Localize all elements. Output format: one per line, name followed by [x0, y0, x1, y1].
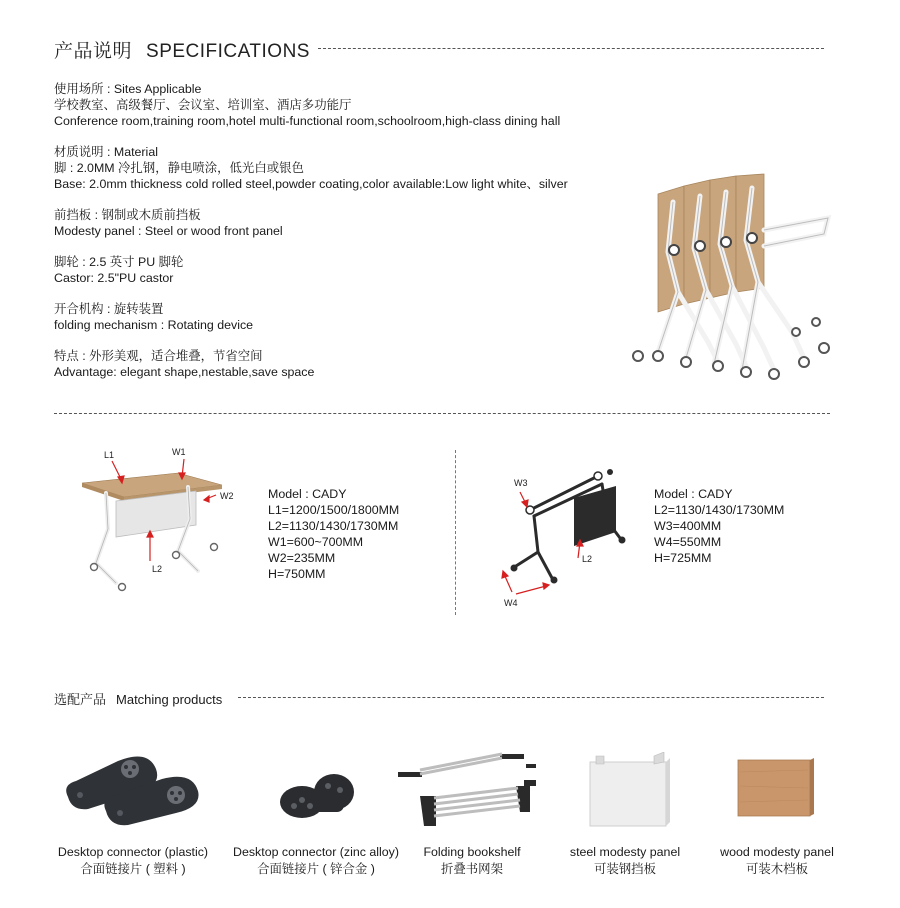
spec-material	[54, 144, 568, 192]
spec-sites-label: 使用场所 : Sites Applicable	[54, 82, 202, 96]
product-card-5	[692, 844, 862, 878]
spec-modesty	[54, 207, 283, 239]
spec-folding	[54, 301, 253, 333]
product-bookshelf-image	[396, 750, 556, 830]
model-left-w1: W1=600~700MM	[268, 535, 364, 549]
product-card-4	[540, 844, 710, 878]
spec-material-en: Base: 2.0mm thickness cold rolled steel,powder coating,color available:Low light white、silver	[54, 177, 568, 191]
product-wood-panel-image	[734, 756, 818, 820]
table-diagram-folded	[498, 462, 638, 612]
dim-label-l2-right: L2	[582, 554, 593, 564]
spec-modesty-en: Modesty panel : Steel or wood front panel	[54, 224, 283, 238]
dim-label-w1: W1	[172, 447, 186, 457]
spec-advantage-en: Advantage: elegant shape,nestable,save space	[54, 365, 315, 379]
model-left-l1: L1=1200/1500/1800MM	[268, 503, 400, 517]
spec-advantage-cn: 特点 : 外形美观，适合堆叠，节省空间	[54, 349, 263, 363]
spec-sites	[54, 81, 560, 129]
vertical-divider	[455, 450, 456, 615]
spec-castor-en: Castor: 2.5"PU castor	[54, 271, 174, 285]
table-diagram-open	[78, 445, 268, 595]
model-right-l2: L2=1130/1430/1730MM	[654, 503, 785, 517]
spec-folding-cn: 开合机构 : 旋转装置	[54, 302, 164, 316]
dim-label-l1: L1	[104, 450, 115, 460]
product-4-cn: 可装钢挡板	[594, 862, 656, 876]
product-1-cn: 合面链接片 ( 塑料 )	[80, 862, 186, 876]
spec-modesty-cn: 前挡板 : 钢制或木质前挡板	[54, 208, 201, 222]
model-right-w3: W3=400MM	[654, 519, 722, 533]
model-left-specs	[268, 486, 399, 582]
matching-title-en: Matching products	[116, 692, 223, 707]
section-divider	[54, 413, 830, 414]
product-steel-panel-image	[584, 752, 680, 832]
model-left-h: H=750MM	[268, 567, 326, 581]
title-en: SPECIFICATIONS	[146, 41, 310, 62]
model-right-h: H=725MM	[654, 551, 712, 565]
nested-tables-image	[628, 172, 840, 388]
product-card-1	[48, 844, 218, 878]
spec-castor-cn: 脚轮 : 2.5 英寸 PU 脚轮	[54, 255, 184, 269]
product-3-en: Folding bookshelf	[423, 845, 521, 859]
product-zinc-connector-image	[262, 766, 372, 826]
model-right-specs	[654, 486, 784, 566]
dim-label-w2: W2	[220, 491, 234, 501]
dim-label-w4: W4	[504, 598, 518, 608]
spec-material-label: 材质说明 : Material	[54, 145, 158, 159]
model-right-name: Model : CADY	[654, 487, 733, 501]
spec-material-cn: 脚 : 2.0MM 冷扎钢，静电喷涂，低光白或银色	[54, 161, 304, 175]
product-card-3	[387, 844, 557, 878]
product-2-en: Desktop connector (zinc alloy)	[233, 845, 399, 859]
product-2-cn: 合面链接片 ( 锌合金 )	[257, 862, 375, 876]
product-plastic-connector-image	[58, 745, 208, 830]
model-left-name: Model : CADY	[268, 487, 347, 501]
page-title	[54, 36, 310, 63]
matching-title	[54, 689, 222, 708]
matching-divider	[238, 697, 824, 698]
product-card-2	[231, 844, 401, 878]
product-5-cn: 可装木档板	[746, 862, 808, 876]
product-4-en: steel modesty panel	[569, 845, 681, 859]
title-cn: 产品说明	[54, 41, 133, 62]
header-divider	[318, 48, 824, 49]
spec-sites-cn: 学校教室、高级餐厅、会议室、培训室、酒店多功能厅	[54, 98, 352, 112]
dim-label-w3: W3	[514, 478, 528, 488]
dim-label-l2: L2	[152, 564, 163, 574]
spec-advantage	[54, 348, 314, 380]
model-right-w4: W4=550MM	[654, 535, 722, 549]
matching-title-cn: 选配产品	[54, 692, 107, 707]
product-3-cn: 折叠书网架	[441, 862, 503, 876]
model-left-w2: W2=235MM	[268, 551, 336, 565]
spec-folding-en: folding mechanism : Rotating device	[54, 318, 254, 332]
spec-sites-en: Conference room,training room,hotel multi-functional room,schoolroom,high-class dining hall	[54, 114, 561, 128]
product-1-en: Desktop connector (plastic)	[57, 845, 209, 859]
model-left-l2: L2=1130/1430/1730MM	[268, 519, 399, 533]
product-5-en: wood modesty panel	[720, 845, 834, 859]
spec-castor	[54, 254, 183, 286]
